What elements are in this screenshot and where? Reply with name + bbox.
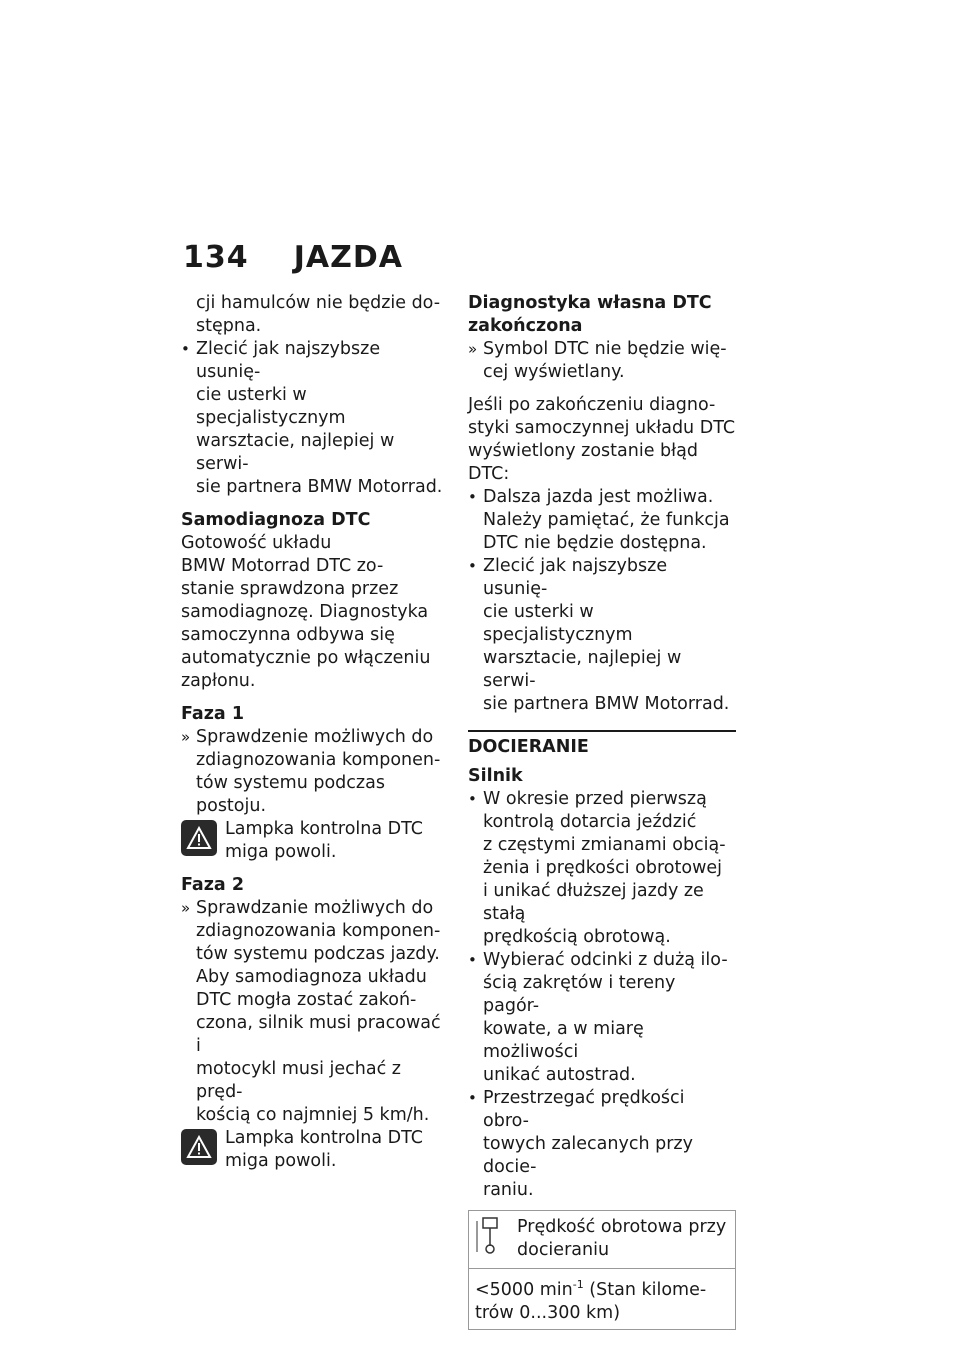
- heading-engine: Silnik: [468, 766, 523, 786]
- text-line: Wybierać odcinki z dużą ilo-: [483, 950, 728, 970]
- text-line: DTC nie będzie dostępna.: [483, 533, 707, 553]
- section-title: DOCIERANIE: [468, 737, 589, 757]
- text-line: samodiagnozę. Diagnostyka: [181, 602, 429, 622]
- superscript: -1: [572, 1278, 584, 1291]
- text-line: zapłonu.: [181, 671, 256, 691]
- text-line: kontrolą dotarcia jeździć: [483, 812, 697, 832]
- list-item: [181, 726, 449, 818]
- text-line: docieraniu: [517, 1240, 610, 1260]
- heading-faza2: Faza 2: [181, 875, 245, 895]
- text-line: Aby samodiagnoza układu: [196, 967, 427, 987]
- bullet-marker: •: [468, 557, 477, 575]
- text-line: cie usterki w specjalistycznym: [196, 385, 346, 428]
- text-line: <5000 min: [475, 1279, 573, 1300]
- text-line: miga powoli.: [225, 1151, 337, 1171]
- text-line: Prędkość obrotowa przy: [517, 1217, 727, 1237]
- text-line: stanie sprawdzona przez: [181, 579, 399, 599]
- page-number: 134: [183, 240, 249, 275]
- text-line: BMW Motorrad DTC zo-: [181, 556, 384, 576]
- spec-header: [469, 1211, 735, 1269]
- text-line: DTC mogła zostać zakoń-: [196, 990, 417, 1010]
- text-line: kowate, a w miarę możliwości: [483, 1019, 644, 1062]
- text-line: Sprawdzenie możliwych do: [196, 727, 434, 747]
- section-divider: [468, 730, 736, 732]
- text-line: Należy pamiętać, że funkcja: [483, 510, 730, 530]
- text-line: cej wyświetlany.: [483, 362, 625, 382]
- list-item: [181, 338, 449, 499]
- page-header: [183, 240, 403, 275]
- text-line: Sprawdzanie możliwych do: [196, 898, 434, 918]
- heading-diag-done: [468, 292, 736, 338]
- engine-piston-icon: [475, 1216, 505, 1263]
- text-line: zakończona: [468, 316, 583, 336]
- text-line: Przestrzegać prędkości obro-: [483, 1088, 685, 1131]
- text-line: samoczynna odbywa się: [181, 625, 395, 645]
- text-line: motocykl musi jechać z pręd-: [196, 1059, 401, 1102]
- text-line: warsztacie, najlepiej w serwi-: [196, 431, 395, 474]
- text-line: Symbol DTC nie będzie wię-: [483, 339, 727, 359]
- text-line: towych zalecanych przy docie-: [483, 1134, 693, 1177]
- text-line: prędkością obrotową.: [483, 927, 671, 947]
- text-line: Gotowość układu: [181, 533, 332, 553]
- text-line: styki samoczynnej układu DTC: [468, 418, 736, 438]
- text-line: Zlecić jak najszybsze usunię-: [483, 556, 668, 599]
- arrow-marker: »: [181, 899, 191, 917]
- text-line: sie partnera BMW Motorrad.: [196, 477, 443, 497]
- text-line: Dalsza jazda jest możliwa.: [483, 487, 714, 507]
- heading-faza1: Faza 1: [181, 704, 245, 724]
- text-line: ścią zakrętów i tereny pagór-: [483, 973, 676, 1016]
- bullet-marker: •: [468, 790, 477, 808]
- text-line: cie usterki w specjalistycznym: [483, 602, 633, 645]
- text-line: i unikać dłuższej jazdy ze stałą: [483, 881, 704, 924]
- text-line: sie partnera BMW Motorrad.: [483, 694, 730, 714]
- list-item: [181, 897, 449, 1127]
- text-line: (Stan kilome-: [583, 1279, 707, 1300]
- text-line: tów systemu podczas jazdy.: [196, 944, 440, 964]
- warning-triangle-icon: [181, 1129, 217, 1165]
- bullet-marker: •: [468, 488, 477, 506]
- text-line: zdiagnozowania komponen-: [196, 921, 441, 941]
- text-line: Lampka kontrolna DTC: [225, 819, 424, 839]
- text-line: z częstymi zmianami obcią-: [483, 835, 726, 855]
- bullet-marker: •: [468, 1089, 477, 1107]
- arrow-marker: »: [468, 340, 478, 358]
- text-line: zdiagnozowania komponen-: [196, 750, 441, 770]
- text-line: Zlecić jak najszybsze usunię-: [196, 339, 381, 382]
- list-item: [468, 788, 736, 949]
- paragraph: [181, 532, 449, 693]
- text-line: stępna.: [196, 316, 262, 336]
- text-line: kością co najmniej 5 km/h.: [196, 1105, 430, 1125]
- chapter-title: JAZDA: [293, 240, 403, 275]
- text-line: wyświetlony zostanie błąd DTC:: [468, 441, 698, 484]
- text-line: trów 0...300 km): [475, 1302, 621, 1323]
- text-line: automatycznie po włączeniu: [181, 648, 431, 668]
- warning-triangle-icon: [181, 820, 217, 856]
- list-item: [468, 1087, 736, 1202]
- text-line: tów systemu podczas postoju.: [196, 773, 385, 816]
- heading-selfdiag: Samodiagnoza DTC: [181, 510, 371, 530]
- list-item: [468, 338, 736, 384]
- text-line: W okresie przed pierwszą: [483, 789, 707, 809]
- text-line: Diagnostyka własna DTC: [468, 293, 712, 313]
- text-line: czona, silnik musi pracować i: [196, 1013, 441, 1056]
- left-column: [181, 292, 449, 1183]
- spec-box: [468, 1210, 736, 1330]
- text-line: Jeśli po zakończeniu diagno-: [468, 395, 716, 415]
- text-line: cji hamulców nie będzie do-: [196, 293, 441, 313]
- list-item: [468, 949, 736, 1087]
- text-line: żenia i prędkości obrotowej: [483, 858, 723, 878]
- warning-note: [181, 818, 449, 864]
- text-line: unikać autostrad.: [483, 1065, 636, 1085]
- text-line: raniu.: [483, 1180, 534, 1200]
- paragraph: [468, 394, 736, 486]
- bullet-marker: •: [181, 340, 190, 358]
- bullet-marker: •: [468, 951, 477, 969]
- text-line: Lampka kontrolna DTC: [225, 1128, 424, 1148]
- warning-note: [181, 1127, 449, 1173]
- text-line: miga powoli.: [225, 842, 337, 862]
- right-column: [468, 292, 736, 1330]
- list-item: [468, 555, 736, 716]
- arrow-marker: »: [181, 728, 191, 746]
- text-line: warsztacie, najlepiej w serwi-: [483, 648, 682, 691]
- spec-value: [469, 1269, 735, 1329]
- list-item: [468, 486, 736, 555]
